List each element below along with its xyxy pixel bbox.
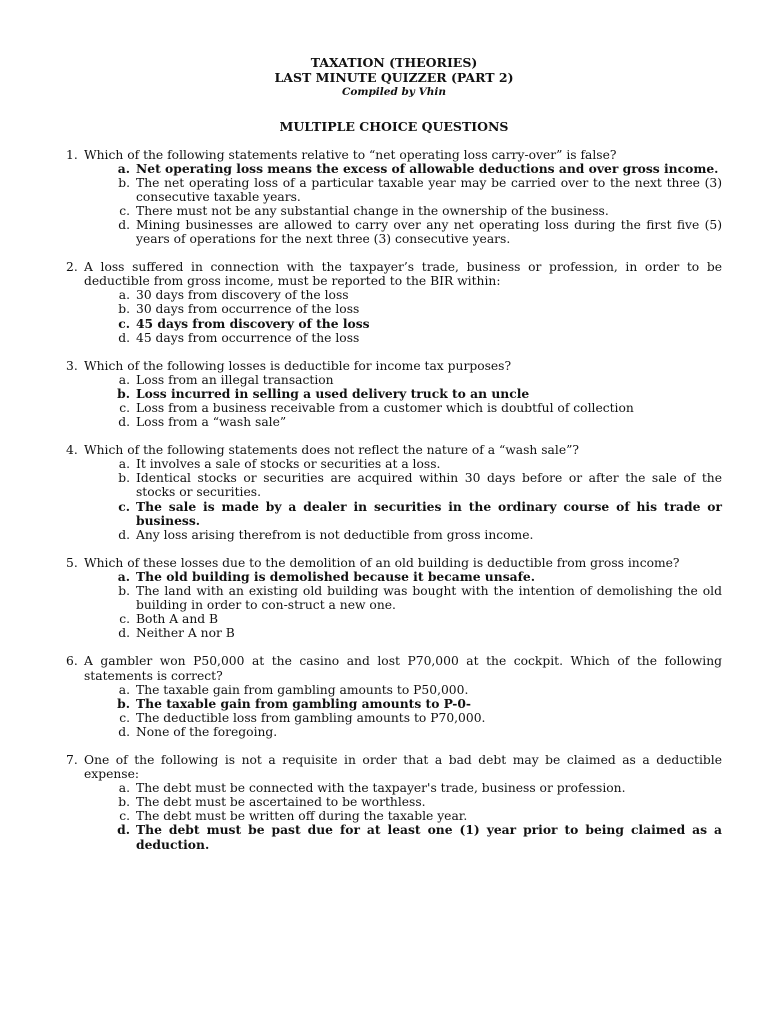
choice-item (66, 218, 722, 246)
question-item (66, 556, 722, 641)
question-item (66, 443, 722, 542)
choice-item (66, 725, 722, 739)
question-item (66, 260, 722, 345)
choice-text: Both A and B (136, 612, 219, 627)
choice-letter: a. (118, 372, 130, 387)
question-text: Which of the following statements does not reflect the nature of a “wash sale”? (84, 443, 579, 458)
choice-item (66, 373, 722, 387)
choice-letter: b. (118, 302, 130, 317)
choice-letter: d. (118, 415, 130, 430)
question-text: Which of the following statements relative to “net operating loss carry-over” is false? (84, 147, 617, 162)
choice-item (66, 204, 722, 218)
choice-letter: d. (118, 330, 130, 345)
question-stem (66, 556, 722, 570)
choice-letter: a. (118, 457, 130, 472)
choice-item (66, 683, 722, 697)
question-text: Which of the following losses is deductible for income tax purposes? (84, 358, 512, 373)
choice-text: The taxable gain from gambling amounts to P-0- (136, 695, 472, 711)
question-text: One of the following is not a requisite in order that a bad debt may be claimed as a deductible expense: (84, 752, 722, 782)
choice-letter: d. (118, 527, 130, 542)
choice-text: The debt must be written off during the taxable year. (136, 809, 468, 824)
document-subtitle: LAST MINUTE QUIZZER (PART 2) (274, 69, 514, 85)
choice-text: It involves a sale of stocks or securities at a loss. (136, 457, 441, 472)
question-number: 5. (66, 555, 78, 570)
question-text: A gambler won P50,000 at the casino and lost P70,000 at the cockpit. Which of the following statements is correct? (84, 654, 722, 683)
question-number: 1. (66, 147, 78, 162)
question-stem (66, 753, 722, 781)
choice-letter: a. (118, 288, 130, 303)
choice-text: The net operating loss of a particular taxable year may be carried over to the next three (3) consecutive taxable years. (136, 175, 722, 204)
choice-item (66, 809, 722, 823)
question-text: A loss suffered in connection with the taxpayer’s trade, business or profession, in order to be deductible from gross income, must be reported to the BIR within: (84, 260, 722, 289)
choice-letter: d. (118, 724, 130, 739)
choice-list (66, 781, 722, 851)
choice-list (66, 373, 722, 429)
choice-list (66, 162, 722, 247)
choice-text: The land with an existing old building was bought with the intention of demolishing the old building in order to con-struct a new one. (136, 584, 722, 613)
choice-item-answer (66, 697, 722, 711)
choice-letter: b. (117, 695, 130, 711)
choice-list (66, 457, 722, 542)
document-title: TAXATION (THEORIES) (310, 55, 478, 70)
choice-letter: c. (119, 401, 130, 415)
question-stem (66, 260, 722, 288)
choice-letter: b. (117, 385, 130, 401)
question-number: 2. (66, 260, 78, 275)
choice-item (66, 288, 722, 302)
choice-text: Loss from a “wash sale” (136, 415, 287, 430)
choice-letter: a. (117, 160, 130, 176)
document-header (66, 56, 722, 100)
choice-text: Any loss arising therefrom is not deductible from gross income. (136, 527, 534, 542)
choice-letter: c. (119, 710, 130, 725)
choice-letter: b. (118, 795, 130, 810)
question-number: 7. (66, 752, 78, 767)
choice-letter: a. (118, 682, 130, 697)
choice-item (66, 795, 722, 809)
choice-text: Mining businesses are allowed to carry over any net operating loss during the first five (5) years of operations for the next three (3) consecutive years. (136, 217, 722, 247)
choice-item (66, 401, 722, 415)
question-number: 3. (66, 358, 78, 373)
choice-item (66, 471, 722, 499)
choice-letter: a. (118, 781, 130, 796)
choice-list (66, 683, 722, 739)
question-list (66, 148, 722, 852)
question-text: Which of these losses due to the demolition of an old building is deductible from gross income? (84, 555, 680, 570)
choice-text: Neither A nor B (136, 626, 235, 641)
choice-text: 30 days from occurrence of the loss (136, 302, 360, 317)
choice-item (66, 626, 722, 640)
choice-letter: b. (118, 584, 130, 599)
choice-letter: c. (118, 498, 130, 514)
section-title: MULTIPLE CHOICE QUESTIONS (279, 118, 509, 134)
choice-list (66, 288, 722, 344)
choice-text: Net operating loss means the excess of allowable deductions and over gross income. (136, 160, 719, 176)
question-number: 4. (66, 443, 78, 458)
choice-item-answer (66, 570, 722, 584)
choice-item-answer (66, 500, 722, 528)
choice-item (66, 781, 722, 795)
choice-letter: b. (118, 175, 130, 190)
choice-item (66, 612, 722, 626)
choice-text: 45 days from occurrence of the loss (136, 330, 360, 345)
choice-text: There must not be any substantial change in the ownership of the business. (136, 203, 609, 218)
question-number: 6. (66, 654, 78, 669)
choice-item-answer (66, 823, 722, 851)
choice-item (66, 176, 722, 204)
choice-text: The sale is made by a dealer in securities in the ordinary course of his trade or business. (136, 498, 722, 528)
choice-text: The old building is demolished because it became unsafe. (136, 568, 535, 584)
choice-text: Loss from a business receivable from a customer which is doubtful of collection (136, 401, 634, 415)
choice-item (66, 584, 722, 612)
choice-text: Identical stocks or securities are acquired within 30 days before or after the sale of the stocks or securities. (136, 471, 722, 500)
choice-text: Loss from an illegal transaction (136, 372, 334, 387)
choice-item (66, 331, 722, 345)
choice-text: The debt must be past due for at least one (1) year prior to being claimed as a deduction. (136, 822, 722, 852)
choice-item (66, 457, 722, 471)
choice-list (66, 570, 722, 640)
choice-text: 30 days from discovery of the loss (136, 288, 349, 303)
choice-text: The debt must be connected with the taxpayer's trade, business or profession. (136, 781, 626, 796)
choice-letter: c. (119, 809, 130, 824)
choice-item (66, 528, 722, 542)
question-stem (66, 359, 722, 373)
choice-item-answer (66, 162, 722, 176)
choice-text: None of the foregoing. (136, 724, 278, 739)
choice-item (66, 711, 722, 725)
question-stem (66, 443, 722, 457)
choice-letter: b. (118, 471, 130, 486)
choice-item-answer (66, 317, 722, 331)
choice-text: 45 days from discovery of the loss (136, 315, 370, 331)
choice-letter: d. (117, 822, 130, 838)
choice-letter: c. (118, 315, 130, 331)
choice-item-answer (66, 387, 722, 401)
question-stem (66, 148, 722, 162)
question-item (66, 148, 722, 247)
question-item (66, 654, 722, 739)
choice-item (66, 415, 722, 429)
choice-text: Loss incurred in selling a used delivery truck to an uncle (136, 385, 530, 401)
choice-text: The deductible loss from gambling amounts to P70,000. (136, 710, 486, 725)
choice-letter: d. (118, 626, 130, 641)
choice-letter: c. (119, 612, 130, 627)
choice-letter: c. (119, 203, 130, 218)
compiled-by-line: Compiled by Vhin (342, 86, 446, 98)
choice-letter: d. (118, 217, 130, 232)
question-item (66, 359, 722, 429)
choice-letter: a. (117, 568, 130, 584)
choice-text: The debt must be ascertained to be worthless. (136, 795, 426, 810)
choice-text: The taxable gain from gambling amounts to P50,000. (136, 682, 469, 697)
question-stem (66, 654, 722, 682)
question-item (66, 753, 722, 852)
choice-item (66, 302, 722, 316)
